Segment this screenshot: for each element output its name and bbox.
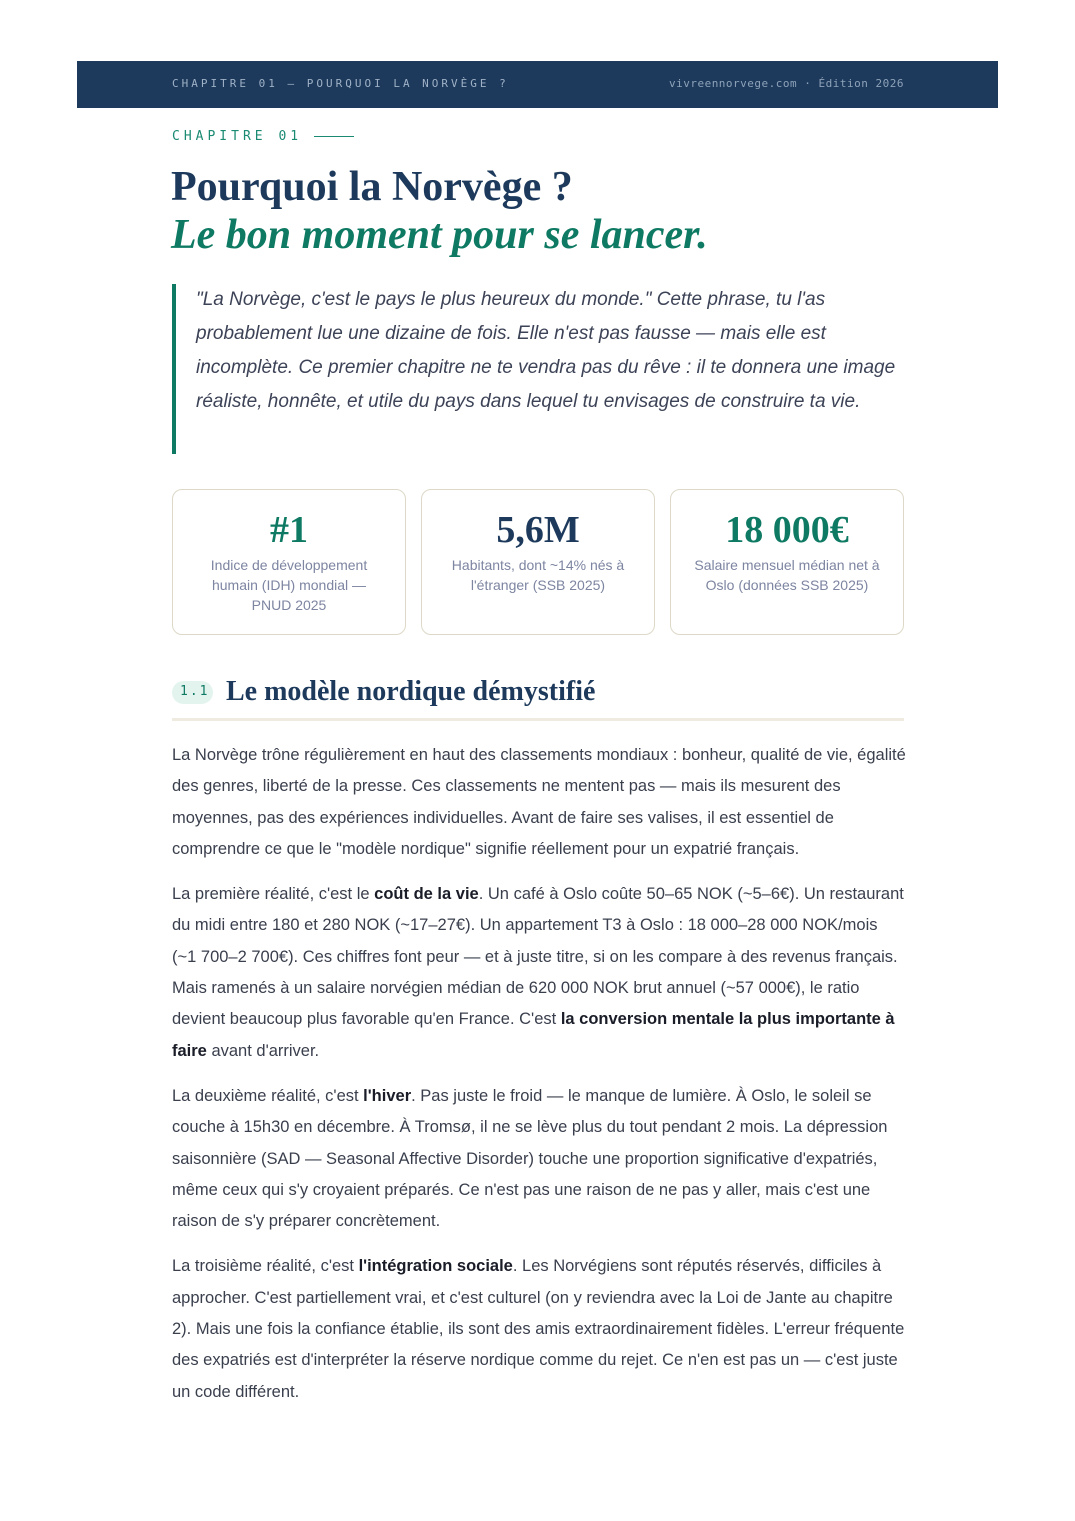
- emphasis-social-integration: l'intégration sociale: [358, 1257, 513, 1276]
- stat-card-hdi: [172, 489, 406, 635]
- intro-quote: [172, 284, 904, 454]
- banner-chapter-label: CHAPITRE 01 — POURQUOI LA NORVÈGE ?: [172, 77, 509, 90]
- text-run: avant d'arriver.: [206, 1041, 320, 1060]
- stats-row: [172, 489, 904, 635]
- text-run: . Les Norvégiens sont réputés réservés, difficiles à approcher. C'est partiellement vrai, et c'est culturel (on y reviendra avec la Loi de Jante au chapitre 2). Mais une fois la confiance établie, ils sont des amis extraordinairement fidèles. L'erreur fréquente des expatriés est d'interpréter la réserve nordique comme du rejet. Ce n'en est pas un — c'est juste un code différent.: [172, 1257, 905, 1401]
- page-subtitle: Le bon moment pour se lancer.: [171, 212, 708, 258]
- paragraph-cost-of-living: [172, 879, 906, 1067]
- emphasis-cost-of-living: coût de la vie: [374, 885, 479, 904]
- section-title: Le modèle nordique démystifié: [226, 676, 596, 707]
- paragraph-winter: [172, 1081, 906, 1237]
- banner-site-edition: vivreennorvege.com · Édition 2026: [668, 77, 904, 90]
- paragraph-social-integration: [172, 1251, 906, 1407]
- stat-card-salary: [670, 489, 904, 635]
- stat-label: Habitants, dont ~14% nés à l'étranger (SSB 2025): [451, 557, 625, 593]
- text-run: La première réalité, c'est le: [172, 885, 375, 904]
- page-title: Pourquoi la Norvège ?: [171, 164, 573, 210]
- text-run: . Un café à Oslo coûte 50–65 NOK (~5–6€). Un restaurant du midi entre 180 et 280 NOK (~17–27€). Un appartement T3 à Oslo : 18 000–28 000 NOK/mois (~1 700–2 700€). Ces chiffres font peur — et à juste titre, si on les compare à des revenus français. Mais ramenés à un salaire norvégien médian de 620 000 NOK brut annuel (~57 000€), le ratio devient beaucoup plus favorable qu'en France. C'est: [172, 885, 904, 1029]
- emphasis-mental-conversion: la conversion mentale la plus importante à faire: [172, 1010, 895, 1060]
- section-heading: [172, 673, 904, 721]
- stat-label: Indice de développement humain (IDH) mondial — PNUD 2025: [210, 557, 368, 613]
- eyebrow-rule: [314, 136, 354, 137]
- text-run: La troisième réalité, c'est: [172, 1257, 359, 1276]
- emphasis-winter: l'hiver: [363, 1086, 412, 1105]
- stat-value: #1: [270, 509, 308, 551]
- stat-value: 18 000€: [725, 509, 849, 551]
- paragraph-intro: La Norvège trône régulièrement en haut des classements mondiaux : bonheur, qualité de vie, égalité des genres, liberté de la presse. Ces classements ne mentent pas — mais ils mesurent des moyennes, pas des expériences individuelles. Avant de faire ses valises, il est essentiel de comprendre ce que le "modèle nordique" signifie réellement pour un expatrié français.: [172, 746, 906, 858]
- section-body: [172, 740, 906, 1422]
- text-run: La deuxième réalité, c'est: [172, 1086, 364, 1105]
- stat-value: 5,6M: [496, 509, 580, 551]
- stat-card-population: [421, 489, 655, 635]
- chapter-eyebrow: [172, 129, 354, 144]
- text-run: . Pas juste le froid — le manque de lumière. À Oslo, le soleil se couche à 15h30 en décembre. À Tromsø, il ne se lève plus du tout pendant 2 mois. La dépression saisonnière (SAD — Seasonal Affective Disorder) touche une proportion significative d'expatriés, même ceux qui s'y croyaient préparés. Ce n'est pas une raison de ne pas y aller, mais c'est une raison de s'y préparer concrètement.: [172, 1086, 888, 1231]
- stat-label: Salaire mensuel médian net à Oslo (données SSB 2025): [694, 557, 880, 593]
- top-banner: [77, 61, 998, 108]
- intro-quote-text: "La Norvège, c'est le pays le plus heureux du monde." Cette phrase, tu l'as probablement lue une dizaine de fois. Elle n'est pas fausse — mais elle est incomplète. Ce premier chapitre ne te vendra pas du rêve : il te donnera une image réaliste, honnête, et utile du pays dans lequel tu envisages de construire ta vie.: [196, 289, 896, 412]
- eyebrow-label: CHAPITRE 01: [172, 129, 303, 144]
- section-number-badge: 1.1: [172, 681, 213, 704]
